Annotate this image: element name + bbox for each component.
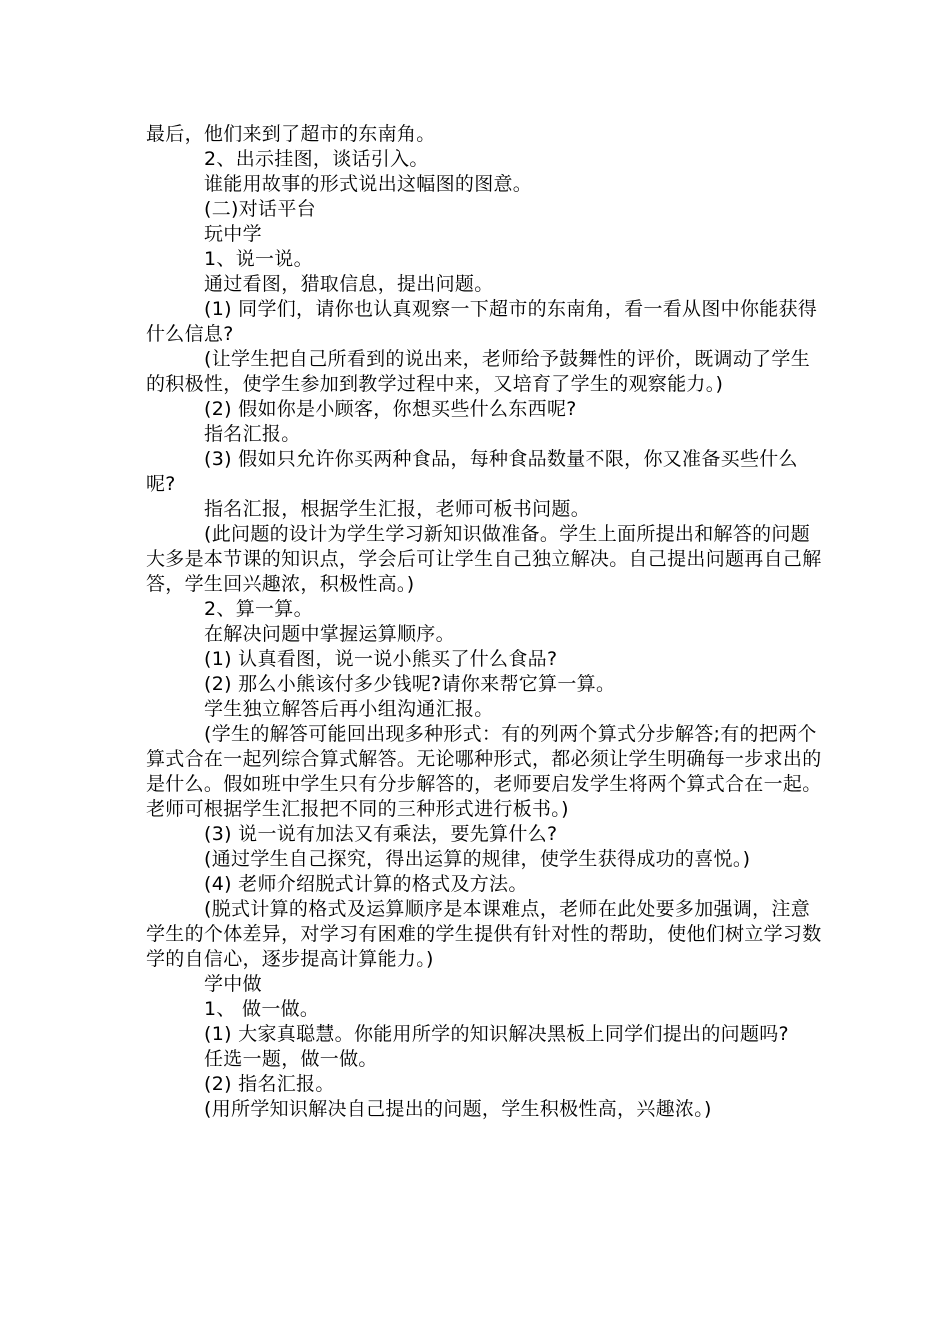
paragraph: 1、 做一做。: [204, 998, 320, 1020]
paragraph: (1) 同学们，请你也认真观察一下超市的东南角，看一看从图中你能获得什么信息?: [146, 298, 818, 345]
paragraph: 指名汇报，根据学生汇报，老师可板书问题。: [204, 498, 591, 520]
paragraph: (让学生把自己所看到的说出来，老师给予鼓舞性的评价，既调动了学生的积极性，使学生参加到教学过程中来，又培育了学生的观察能力。): [146, 348, 811, 395]
paragraph: (通过学生自己探究，得出运算的规律，使学生获得成功的喜悦。): [204, 848, 751, 870]
document-body: [146, 122, 826, 1122]
paragraph: 在解决问题中掌握运算顺序。: [204, 623, 455, 645]
paragraph: (学生的解答可能回出现多种形式：有的列两个算式分步解答;有的把两个算式合在一起列综合算式解答。无论哪种形式，都必须让学生明确每一步求出的是什么。假如班中学生只有分步解答的，老师要启发学生将两个算式合在一起。老师可根据学生汇报把不同的三种形式进行板书。): [146, 723, 822, 820]
paragraph: 谁能用故事的形式说出这幅图的图意。: [204, 173, 533, 195]
paragraph: 最后，他们来到了超市的东南角。: [146, 123, 436, 145]
paragraph: 任选一题，做一做。: [204, 1048, 378, 1070]
paragraph: (此问题的设计为学生学习新知识做准备。学生上面所提出和解答的问题大多是本节课的知识点，学会后可让学生自己独立解决。自己提出问题再自己解答，学生回兴趣浓，积极性高。): [146, 523, 822, 595]
paragraph: 学中做: [204, 973, 262, 995]
paragraph: 1、说一说。: [204, 248, 313, 270]
paragraph: (二)对话平台: [204, 198, 316, 220]
paragraph: 2、出示挂图，谈话引入。: [204, 148, 429, 170]
paragraph: 玩中学: [204, 223, 262, 245]
paragraph: (3) 假如只允许你买两种食品，每种食品数量不限，你又准备买些什么呢?: [146, 448, 798, 495]
paragraph: (1) 认真看图，说一说小熊买了什么食品?: [204, 648, 558, 670]
paragraph: (1) 大家真聪慧。你能用所学的知识解决黑板上同学们提出的问题吗?: [204, 1023, 789, 1045]
paragraph: (2) 指名汇报。: [204, 1073, 335, 1095]
paragraph: (3) 说一说有加法又有乘法，要先算什么?: [204, 823, 558, 845]
paragraph: 指名汇报。: [204, 423, 301, 445]
paragraph: (脱式计算的格式及运算顺序是本课难点，老师在此处要多加强调，注意学生的个体差异，对学习有困难的学生提供有针对性的帮助，使他们树立学习数学的自信心，逐步提高计算能力。): [146, 898, 822, 970]
paragraph: 学生独立解答后再小组沟通汇报。: [204, 698, 494, 720]
paragraph: (2) 那么小熊该付多少钱呢?请你来帮它算一算。: [204, 673, 616, 695]
paragraph: 2、算一算。: [204, 598, 313, 620]
paragraph: (4) 老师介绍脱式计算的格式及方法。: [204, 873, 528, 895]
paragraph: (用所学知识解决自己提出的问题，学生积极性高，兴趣浓。): [204, 1098, 712, 1120]
paragraph: (2) 假如你是小顾客，你想买些什么东西呢?: [204, 398, 577, 420]
paragraph: 通过看图，猎取信息，提出问题。: [204, 273, 494, 295]
